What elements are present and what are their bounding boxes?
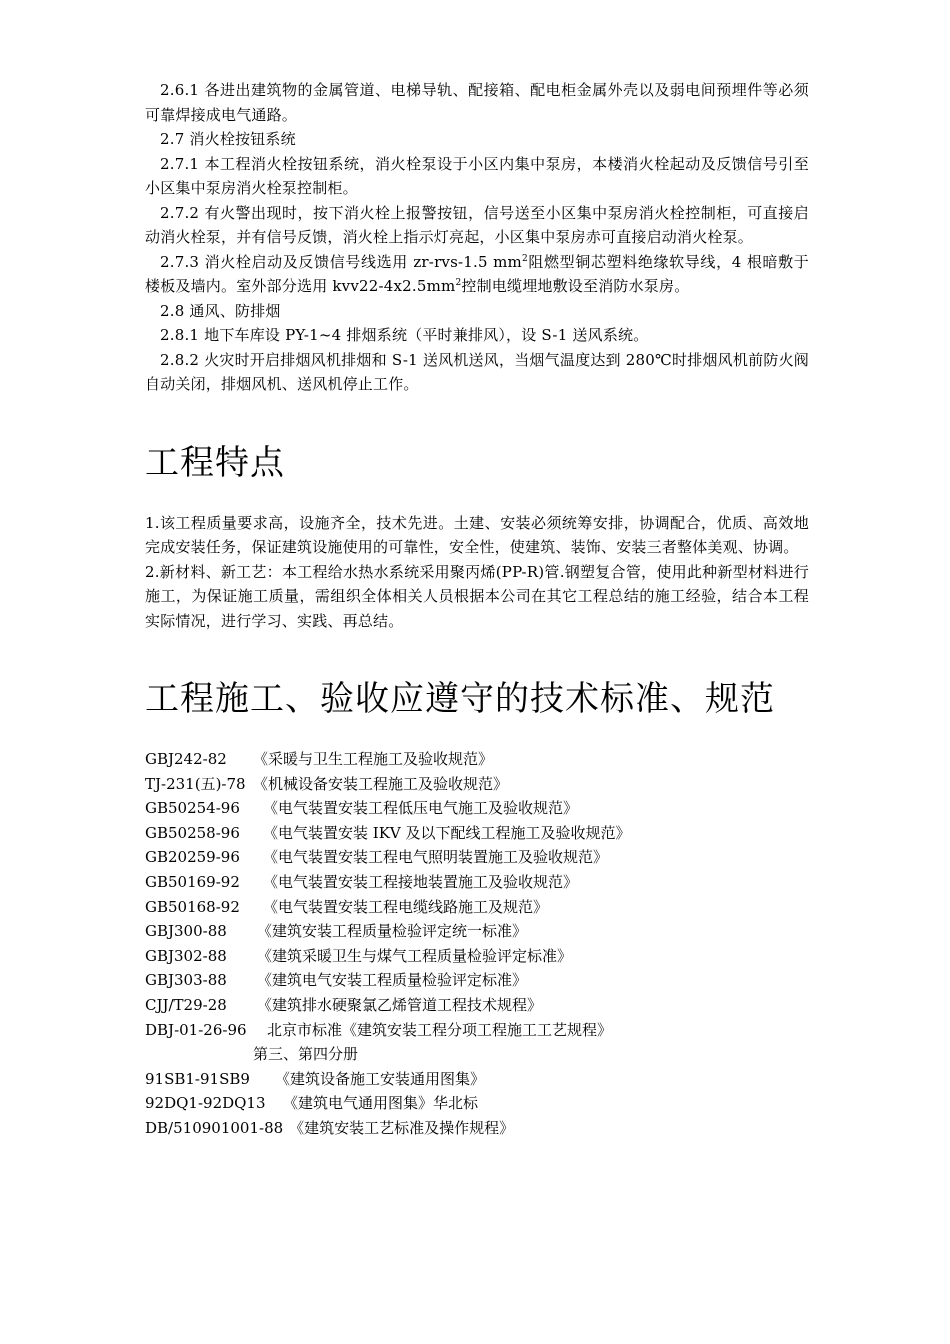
standards-list [145,747,809,1141]
standard-item [145,1116,809,1141]
standard-title: 《建筑排水硬聚氯乙烯管道工程技术规程》 [257,995,543,1014]
features-item-2: 2.新材料、新工艺：本工程给水热水系统采用聚丙烯(PP-R)管.钢塑复合管，使用此种新型材料进行施工，为保证施工质量，需组织全体相关人员根据本公司在其它工程总结的施工经验，结合本工程实际情况，进行学习、实践、再总结。 [145,562,809,630]
standard-item [145,845,809,870]
standard-title: 《建筑安装工艺标准及操作规程》 [289,1118,515,1137]
standard-code: CJJ/T29-28 [145,995,227,1014]
standard-item [145,919,809,944]
features-item-1: 1.该工程质量要求高，设施齐全，技术先进。土建、安装必须统筹安排，协调配合，优质、高效地完成安装任务，保证建筑设施使用的可靠性，安全性，使建筑、装饰、安装三者整体美观、协调。 [145,513,809,556]
document-page [145,78,809,1141]
standard-title: 《建筑安装工程质量检验评定统一标准》 [257,922,528,941]
standard-title: 《建筑采暖卫生与煤气工程质量检验评定标准》 [257,946,573,965]
standard-code: GBJ303-88 [145,971,227,990]
features-heading: 工程特点 [145,442,285,483]
standard-code: GB20259-96 [145,848,240,867]
standard-title: 《建筑电气通用图集》华北标 [283,1094,479,1113]
superscript: 2 [522,253,528,264]
standard-code: GB50254-96 [145,799,240,818]
standard-item [145,796,809,821]
standard-subline: 第三、第四分册 [253,1045,359,1064]
p273-part-c: 控制电缆埋地敷设至消防水泵房。 [461,277,690,295]
standard-title: 《采暖与卫生工程施工及验收规范》 [253,750,494,768]
standard-item [145,944,809,969]
standard-code: 91SB1-91SB9 [145,1069,250,1088]
standard-code: GB50168-92 [145,897,240,916]
paragraph-2-7-2: 2.7.2 有火警出现时，按下消火栓上报警按钮，信号送至小区集中泵房消火栓控制柜，可直接启动消火栓泵，并有信号反馈，消火栓上指示灯亮起，小区集中泵房赤可直接启动消火栓泵。 [145,203,809,246]
heading-2-8: 2.8 通风、防排烟 [160,301,281,320]
standard-item [145,1091,809,1116]
standard-item [145,747,809,772]
paragraph-2-8-2: 2.8.2 火灾时开启排烟风机排烟和 S-1 送风机送风，当烟气温度达到 280℃时排烟风机前防火阀自动关闭，排烟风机、送风机停止工作。 [145,350,809,393]
paragraph-2-7-3 [145,250,809,299]
standard-code: GBJ300-88 [145,922,227,941]
standard-title: 《建筑电气安装工程质量检验评定标准》 [257,971,528,990]
standard-item [145,993,809,1018]
paragraph-2-7-1: 2.7.1 本工程消火栓按钮系统，消火栓泵设于小区内集中泵房，本楼消火栓起动及反馈信号引至小区集中泵房消火栓泵控制柜。 [145,154,809,197]
standard-title: 《建筑设备施工安装通用图集》 [275,1069,486,1088]
standard-title: 《电气装置安装工程电缆线路施工及规范》 [263,897,549,916]
standard-code: 92DQ1-92DQ13 [145,1094,266,1113]
standard-item [145,895,809,920]
standard-code: TJ-231(五)-78 [145,774,246,793]
standard-code: GB50169-92 [145,872,240,891]
standard-title: 《电气装置安装工程接地装置施工及验收规范》 [263,872,579,891]
standard-title: 《电气装置安装工程电气照明装置施工及验收规范》 [263,848,609,867]
standards-heading: 工程施工、验收应遵守的技术标准、规范 [145,679,775,719]
paragraph-2-8-1: 2.8.1 地下车库设 PY-1~4 排烟系统（平时兼排风），设 S-1 送风系统。 [160,326,649,344]
heading-2-7: 2.7 消火栓按钮系统 [160,130,296,148]
p273-part-a: 2.7.3 消火栓启动及反馈信号线选用 zr-rvs-1.5 mm [160,252,522,271]
standard-title: 北京市标准《建筑安装工程分项工程施工工艺规程》 [267,1020,613,1039]
standard-item [145,1018,809,1043]
standard-code: GB50258-96 [145,823,240,842]
standard-code: GBJ242-82 [145,750,227,768]
standard-item [145,821,809,846]
standard-item [145,968,809,993]
p273-part-b: 阻燃型铜芯塑料绝缘软导线，4 根暗敷于楼板及墙内。室外部分选用 kvv22-4x2.5mm [145,252,809,295]
standard-code: GBJ302-88 [145,946,227,965]
standard-item [145,1067,809,1092]
standard-title: 《机械设备安装工程施工及验收规范》 [253,774,509,793]
standard-code: DBJ-01-26-96 [145,1020,247,1039]
standard-item [145,772,809,797]
standard-title: 《电气装置安装工程低压电气施工及验收规范》 [263,799,579,818]
standard-code: DB/510901001-88 [145,1118,284,1137]
standard-item [145,870,809,895]
paragraph-2-6-1: 2.6.1 各进出建筑物的金属管道、电梯导轨、配接箱、配电柜金属外壳以及弱电间预埋件等必须可靠焊接成电气通路。 [145,81,809,124]
superscript: 2 [455,278,462,288]
standard-title: 《电气装置安装 IKV 及以下配线工程施工及验收规范》 [263,823,631,842]
